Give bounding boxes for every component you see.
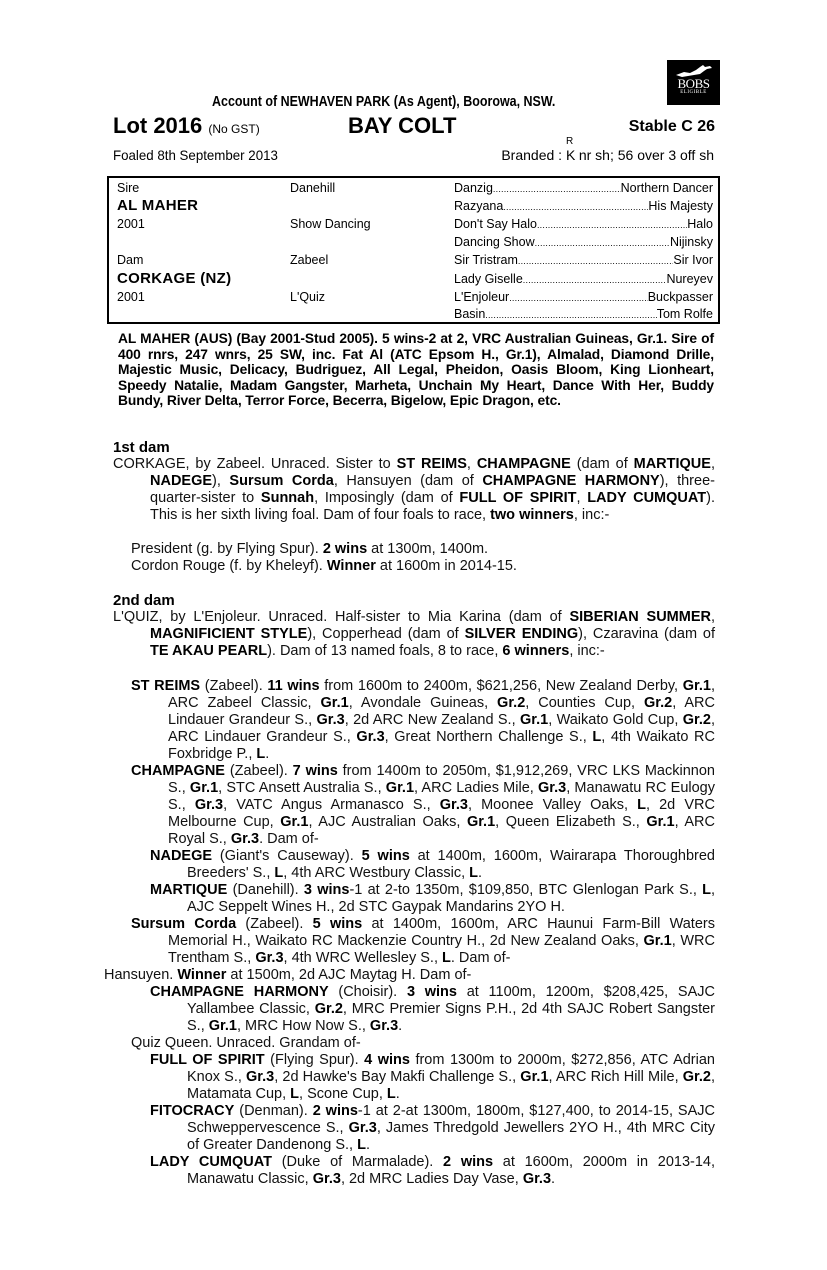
g3-row: Don't Say Halo ..... Halo	[454, 217, 713, 231]
progeny-entry: CHAMPAGNE HARMONY (Choisir). 3 wins at 1100m, 1200m, $208,425, SAJC Yallambee Classic, Gr.2, MRC Premier Signs P.H., 2d 4th SAJC Robert Sangster S., Gr.1, MRC How Now S., Gr.3.	[150, 984, 715, 1034]
bold-run: Sursum Corda	[131, 916, 237, 932]
bold-run: Gr.3	[522, 1171, 552, 1187]
bold-run: TE AKAU PEARL	[150, 643, 268, 659]
bold-run: SIBERIAN SUMMER	[569, 609, 711, 625]
bold-run: 3 wins	[303, 882, 350, 898]
bold-run: Gr.1	[520, 1069, 549, 1085]
bold-run: Sursum Corda	[229, 473, 334, 489]
progeny-entry: ST REIMS (Zabeel). 11 wins from 1600m to 2400m, $621,256, New Zealand Derby, Gr.1, ARC Zabeel Classic, Gr.1, Avondale Guineas, Gr.2, Counties Cup, Gr.2, ARC Lindauer Grandeur S., Gr.3, 2d ARC New Zealand S., Gr.1, Waikato Gold Cup, Gr.2, ARC Lindauer Grandeur S., Gr.3, Great Northern Challenge S., L, 4th Waikato RC Foxbridge P., L.	[131, 678, 715, 762]
bold-run: 7 wins	[292, 763, 338, 779]
bold-run: Gr.1	[208, 1018, 237, 1034]
bold-run: Gr.3	[369, 1018, 399, 1034]
bobs-eligible-logo: BOBS ELIGIBLE	[667, 60, 720, 105]
bold-run: L	[290, 1086, 300, 1102]
bold-run: 2 wins	[312, 1103, 358, 1119]
g3-row: Danzig ..... Northern Dancer	[454, 181, 713, 195]
bold-run: Gr.3	[246, 1069, 275, 1085]
bold-run: L	[256, 746, 266, 762]
bold-run: Gr.2	[497, 695, 526, 711]
foaled-date: Foaled 8th September 2013	[113, 147, 278, 163]
bold-run: Gr.1	[682, 678, 711, 694]
progeny-entry: Sursum Corda (Zabeel). 5 wins at 1400m, 1600m, ARC Haunui Farm-Bill Waters Memorial H., Waikato RC Mackenzie Country H., 2d New Zealand Oaks, Gr.1, WRC Trentham S., Gr.3, 4th WRC Wellesley S., L. Dam of-	[131, 916, 716, 966]
bold-run: FITOCRACY	[150, 1103, 235, 1119]
bold-run: Gr.1	[466, 814, 496, 830]
second-dam-heading: 2nd dam	[113, 592, 175, 609]
bold-run: 2 wins	[443, 1154, 494, 1170]
bold-run: MARTIQUE	[150, 882, 228, 898]
brand-mark: R K	[565, 136, 576, 163]
bold-run: 6 winners	[502, 643, 570, 659]
progeny-entry: Quiz Queen. Unraced. Grandam of-	[131, 1035, 361, 1051]
vendor-account: Account of NEWHAVEN PARK (As Agent), Boorowa, NSW.	[212, 94, 556, 110]
progeny-entry: LADY CUMQUAT (Duke of Marmalade). 2 wins at 1600m, 2000m in 2013-14, Manawatu Classic, Gr.3, 2d MRC Ladies Day Vase, Gr.3.	[150, 1154, 716, 1187]
foal-entry: Cordon Rouge (f. by Kheleyf). Winner at 1600m in 2014-15.	[131, 558, 517, 574]
bold-run: L	[357, 1137, 366, 1153]
stable-location: Stable C 26	[628, 118, 715, 135]
bold-run: Gr.3	[537, 780, 567, 796]
bold-run: Gr.3	[194, 797, 224, 813]
bold-run: Gr.1	[320, 695, 349, 711]
bold-run: 11 wins	[267, 678, 320, 694]
bold-run: Gr.3	[230, 831, 260, 847]
bold-run: two winners	[490, 507, 574, 523]
sire-dam: Show Dancing	[290, 217, 371, 231]
sire-sire: Danehill	[290, 181, 336, 195]
g3-row: Lady Giselle ..... Nureyev	[454, 272, 713, 286]
brand-description: Branded : R K nr sh; 56 over 3 off sh	[501, 136, 714, 163]
first-dam-paragraph: CORKAGE, by Zabeel. Unraced. Sister to ST REIMS, CHAMPAGNE (dam of MARTIQUE, NADEGE), Sursum Corda, Hansuyen (dam of CHAMPAGNE HARMONY), three-quarter-sister to Sunnah, Imposingly (dam of FULL OF SPIRIT, LADY CUMQUAT). This is her sixth living foal. Dam of four foals to race, two winners, inc:-	[113, 456, 716, 523]
bold-run: NADEGE	[150, 473, 213, 489]
bold-run: Gr.1	[280, 814, 309, 830]
bold-run: MARTIQUE	[633, 456, 711, 472]
bold-run: L	[274, 865, 284, 881]
bold-run: LADY CUMQUAT	[587, 490, 707, 506]
bold-run: Gr.1	[643, 933, 672, 949]
progeny-entry: NADEGE (Giant's Causeway). 5 wins at 1400m, 1600m, Wairarapa Thoroughbred Breeders' S., L, 4th ARC Westbury Classic, L.	[150, 848, 715, 881]
bold-run: L	[386, 1086, 396, 1102]
dam-year: 2001	[117, 290, 145, 304]
bold-run: CHAMPAGNE HARMONY	[482, 473, 660, 489]
g3-row: L'Enjoleur ..... Buckpasser	[454, 290, 713, 304]
bold-run: 5 wins	[312, 916, 363, 932]
bold-run: FULL OF SPIRIT	[150, 1052, 265, 1068]
bold-run: Gr.2	[643, 695, 673, 711]
g3-row: Sir Tristram ..... Sir Ivor	[454, 253, 713, 267]
g3-row: Razyana ..... His Majesty	[454, 199, 713, 213]
bold-run: L	[637, 797, 646, 813]
second-dam-paragraph: L'QUIZ, by L'Enjoleur. Unraced. Half-sister to Mia Karina (dam of SIBERIAN SUMMER, MAGNIFICIENT STYLE), Copperhead (dam of SILVER ENDING), Czaravina (dam of TE AKAU PEARL). Dam of 13 named foals, 8 to race, 6 winners, inc:-	[113, 609, 715, 659]
bold-run: Gr.1	[519, 712, 549, 728]
progeny-entry: Hansuyen. Winner at 1500m, 2d AJC Maytag H. Dam of-	[104, 967, 472, 983]
bold-run: L	[702, 882, 711, 898]
sire-name: AL MAHER	[117, 197, 199, 214]
bold-run: MAGNIFICIENT STYLE	[150, 626, 308, 642]
bold-run: 5 wins	[361, 848, 410, 864]
dam-dam: L'Quiz	[290, 290, 326, 304]
bold-run: Gr.1	[385, 780, 415, 796]
dam-sire: Zabeel	[290, 253, 329, 267]
bold-run: CHAMPAGNE HARMONY	[150, 984, 329, 1000]
bold-run: Gr.3	[255, 950, 284, 966]
dam-label: Dam	[117, 253, 144, 267]
bold-run: SILVER ENDING	[464, 626, 579, 642]
progeny-entry: FITOCRACY (Denman). 2 wins-1 at 2-at 1300m, 1800m, $127,400, to 2014-15, SAJC Schweppervescence S., Gr.3, James Thredgold Jewellers 2YO H., 4th MRC City of Greater Dandenong S., L.	[150, 1103, 716, 1153]
bold-run: Gr.1	[646, 814, 675, 830]
bold-run: ST REIMS	[396, 456, 467, 472]
bold-run: CHAMPAGNE	[476, 456, 571, 472]
bold-run: L	[592, 729, 602, 745]
bold-run: Gr.1	[189, 780, 219, 796]
first-dam-heading: 1st dam	[113, 439, 170, 456]
bold-run: 3 wins	[406, 984, 457, 1000]
lot-description: BAY COLT	[348, 113, 457, 138]
gst-note: (No GST)	[208, 122, 260, 136]
lot-header	[113, 113, 715, 141]
bold-run: Winner	[177, 967, 227, 983]
progeny-entry: FULL OF SPIRIT (Flying Spur). 4 wins from 1300m to 2000m, $272,856, ATC Adrian Knox S., Gr.3, 2d Hawke's Bay Makfi Challenge S., Gr.1, ARC Rich Hill Mile, Gr.2, Matamata Cup, L, Scone Cup, L.	[150, 1052, 715, 1102]
sire-year: 2001	[117, 217, 145, 231]
progeny-entry: CHAMPAGNE (Zabeel). 7 wins from 1400m to 2050m, $1,912,269, VRC LKS Mackinnon S., Gr.1, STC Ansett Australia S., Gr.1, ARC Ladies Mile, Gr.3, Manawatu RC Eulogy S., Gr.3, VATC Angus Armanasco S., Gr.3, Moonee Valley Oaks, L, 2d VRC Melbourne Cup, Gr.1, AJC Australian Oaks, Gr.1, Queen Elizabeth S., Gr.1, ARC Royal S., Gr.3. Dam of-	[131, 763, 716, 847]
bold-run: Gr.2	[682, 1069, 711, 1085]
bold-run: Gr.3	[356, 729, 385, 745]
bold-run: Gr.3	[439, 797, 468, 813]
foal-entry: President (g. by Flying Spur). 2 wins at 1300m, 1400m.	[131, 541, 489, 557]
bold-run: NADEGE	[150, 848, 213, 864]
sire-label: Sire	[117, 181, 140, 195]
bold-run: L	[442, 950, 451, 966]
bold-run: LADY CUMQUAT	[150, 1154, 272, 1170]
pedigree-table	[107, 176, 720, 324]
bold-run: Gr.3	[316, 712, 345, 728]
g3-row: Dancing Show ..... Nijinsky	[454, 235, 713, 249]
bold-run: ST REIMS	[131, 678, 201, 694]
bold-run: Gr.3	[348, 1120, 377, 1136]
progeny-entry: MARTIQUE (Danehill). 3 wins-1 at 2-to 1350m, $109,850, BTC Glenlogan Park S., L, AJC Seppelt Wines H., 2d STC Gaypak Mandarins 2YO H.	[150, 882, 716, 915]
g3-row: Basin ..... Tom Rolfe	[454, 307, 713, 321]
bold-run: Sunnah	[260, 490, 315, 506]
sire-summary: AL MAHER (AUS) (Bay 2001-Stud 2005). 5 wins-2 at 2, VRC Australian Guineas, Gr.1. Sire of 400 rnrs, 247 wnrs, 25 SW, inc. Fat Al (ATC Epsom H., Gr.1), Almalad, Diamond Drille, Majestic Music, Delicacy, Budriguez, All Legal, Pheidon, Oasis Bloom, King Lionheart, Speedy Natalie, Madam Gangster, Marheta, Unchain My Heart, Dance With Her, Buddy Bundy, River Delta, Terror Force, Becerra, Bigelow, Epic Dragon, etc.	[118, 331, 714, 408]
bold-run: Gr.3	[312, 1171, 341, 1187]
bold-run: Gr.2	[682, 712, 711, 728]
bold-run: Gr.2	[314, 1001, 343, 1017]
lot-number: Lot 2016 (No GST)	[113, 113, 260, 138]
bold-run: 2 wins	[322, 541, 368, 557]
bold-run: L	[469, 865, 478, 881]
bold-run: Winner	[326, 558, 376, 574]
bold-run: 4 wins	[364, 1052, 410, 1068]
bold-run: CHAMPAGNE	[131, 763, 225, 779]
dam-name: CORKAGE (NZ)	[117, 270, 232, 287]
bold-run: FULL OF SPIRIT	[459, 490, 577, 506]
